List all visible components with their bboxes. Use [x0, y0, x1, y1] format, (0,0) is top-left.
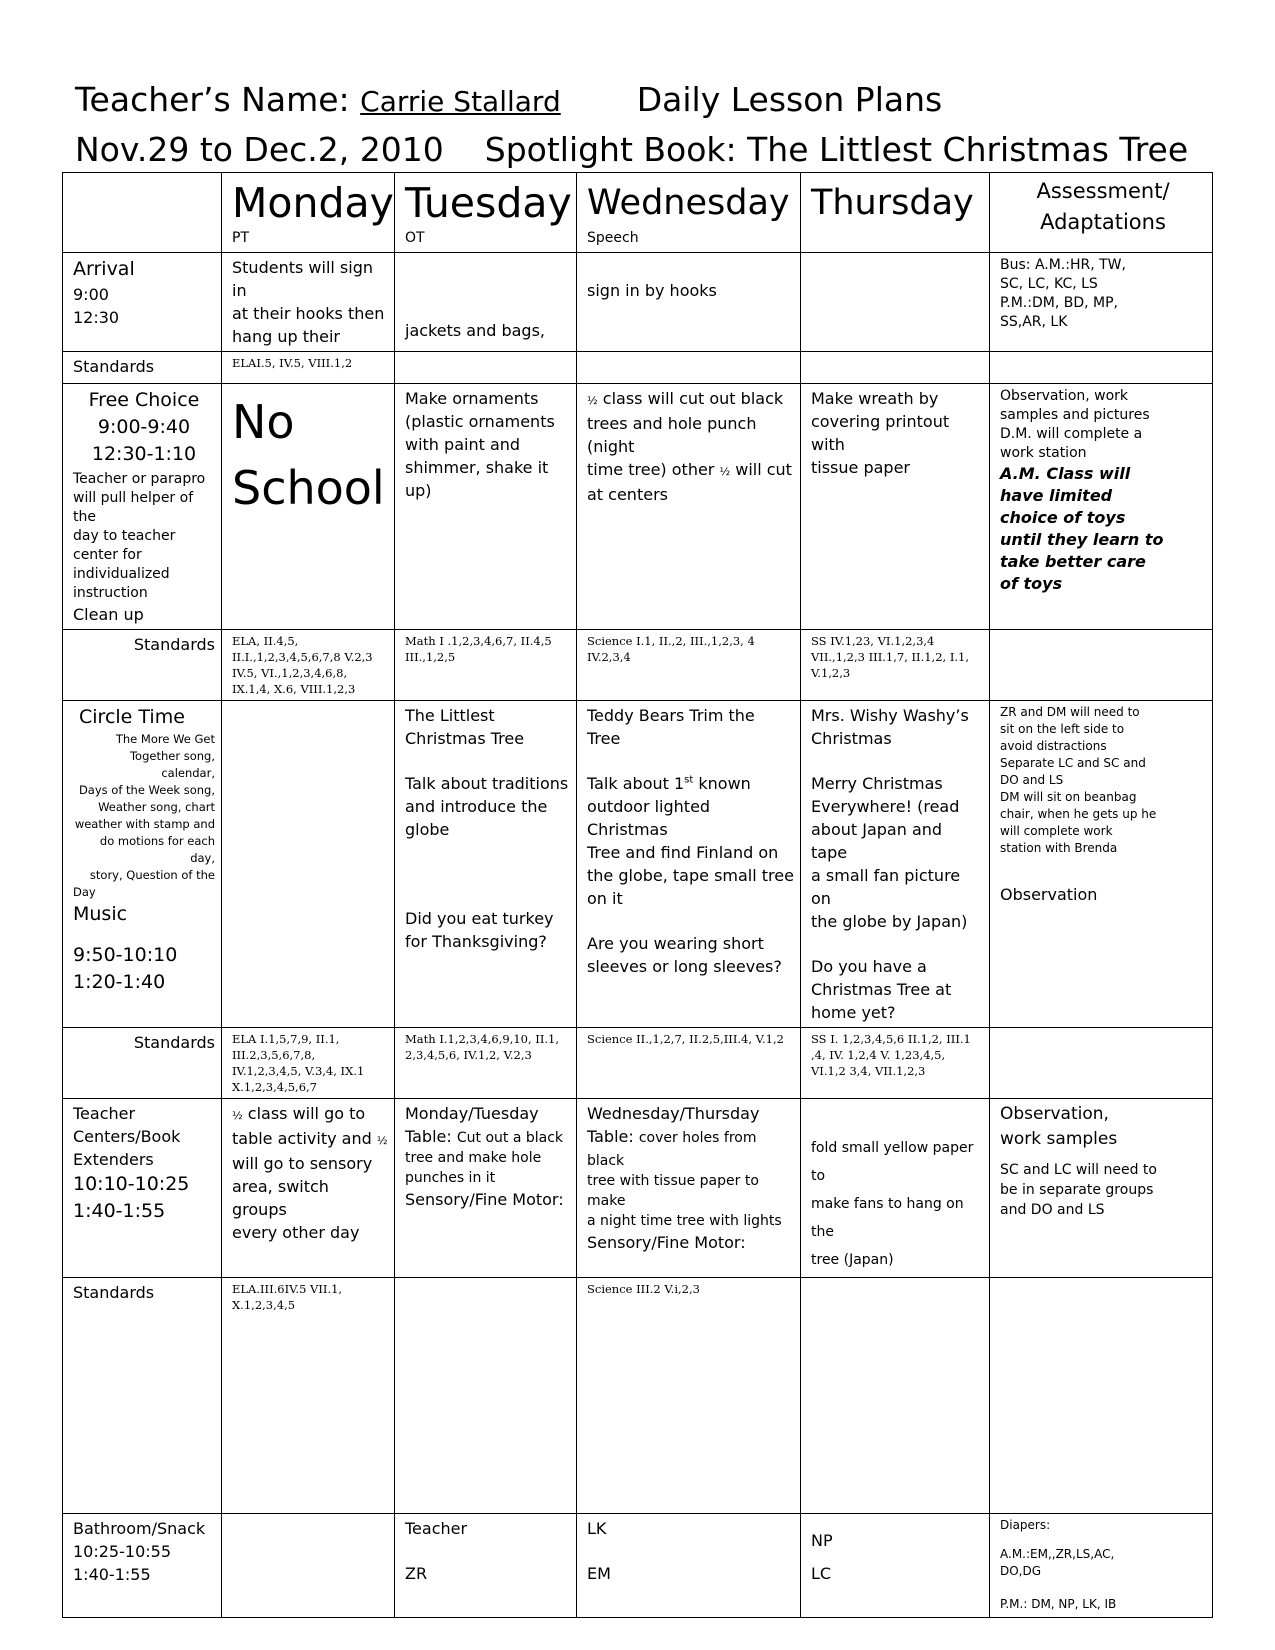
text-line: samples and pictures: [1000, 407, 1150, 423]
text-span: Table:: [587, 1127, 634, 1146]
standards-label-cell: [63, 630, 222, 701]
arrival-label: Arrival: [73, 258, 135, 280]
text-line: globe: [405, 820, 450, 839]
text-line: on it: [587, 889, 623, 908]
standards-text: IX.1,4, X.6, VIII.1,2,3: [232, 682, 356, 696]
text-line: Diapers:: [1000, 1518, 1051, 1532]
circle-standards-wednesday: [577, 1028, 801, 1099]
arrival-row: [63, 253, 1213, 352]
text-line: Teacher or parapro: [73, 471, 206, 487]
standards-text: Math I .1,2,3,4,6,7, II.4,5: [405, 634, 552, 648]
empty-cell: [990, 630, 1213, 701]
circle-time-2: 1:20-1:40: [73, 971, 166, 993]
standards-text: X.1,2,3,4,5,6,7: [232, 1080, 317, 1094]
text-line: area, switch groups: [232, 1177, 329, 1219]
free-choice-time-1: 9:00-9:40: [97, 416, 191, 438]
text-line: Observation: [1000, 885, 1098, 904]
text-line: P.M.:DM, BD, MP,: [1000, 295, 1118, 311]
text-line: SS,AR, LK: [1000, 314, 1068, 330]
tuesday-heading: Tuesday: [405, 179, 572, 227]
text-line: Merry Christmas: [811, 774, 943, 793]
clean-up-label: Clean up: [73, 605, 144, 624]
text-line: A.M.:EM,,ZR,LS,AC,: [1000, 1547, 1115, 1561]
monday-sub: PT: [232, 230, 249, 246]
circle-time-wednesday: [577, 701, 801, 1028]
text-line: The Littlest: [405, 706, 495, 725]
text-line: LK: [587, 1519, 607, 1538]
wednesday-heading: Wednesday: [587, 183, 790, 223]
free-choice-assessment: [990, 384, 1213, 630]
text-line: will complete work: [1000, 824, 1113, 838]
standards-label-cell: [63, 1278, 222, 1514]
text-line: Observation, work: [1000, 388, 1129, 404]
superscript: st: [684, 774, 694, 786]
text-line: ZR: [405, 1564, 428, 1583]
text-line: LC: [811, 1564, 832, 1583]
header-line-2: [75, 130, 1188, 169]
text-line: be in separate groups: [1000, 1182, 1154, 1198]
no-school-line-2: School: [232, 461, 385, 515]
text-line: Extenders: [73, 1150, 154, 1169]
centers-standards-monday: [222, 1278, 395, 1514]
music-label: Music: [73, 903, 128, 925]
text-line: for Thanksgiving?: [405, 932, 547, 951]
text-line: and introduce the: [405, 797, 548, 816]
text-line: at centers: [587, 485, 668, 504]
text-span: will cut: [735, 460, 792, 479]
text-line: individualized: [73, 566, 170, 582]
page-title: Daily Lesson Plans: [636, 80, 943, 119]
col-wednesday: [577, 173, 801, 253]
text-line: Christmas Tree: [405, 729, 525, 748]
centers-wednesday: [577, 1099, 801, 1278]
lesson-plan-table: [62, 172, 1213, 1618]
text-line: jackets and bags,: [405, 321, 546, 340]
text-line: weather with stamp and: [74, 817, 215, 831]
empty-cell: [395, 352, 577, 384]
standards-text: III.,1,2,5: [405, 650, 456, 664]
bathroom-label: Bathroom/Snack: [73, 1519, 206, 1538]
text-line: P.M.: DM, NP, LK, IB: [1000, 1597, 1117, 1611]
text-line: Bus: A.M.:HR, TW,: [1000, 257, 1126, 273]
standards-label: Standards: [73, 357, 155, 376]
text-line: work station: [1000, 445, 1087, 461]
text-line: covering printout with: [811, 412, 950, 454]
standards-text: 2,3,4,5,6, IV.1,2, V.2,3: [405, 1048, 532, 1062]
standards-text: ,4, IV. 1,2,4 V. 1,23,4,5,: [811, 1048, 946, 1062]
teacher-label: Teacher’s Name:: [75, 80, 350, 119]
standards-text: Science II.,1,2,7, II.2,5,III.4, V.1,2: [587, 1032, 784, 1046]
col-tuesday: [395, 173, 577, 253]
text-line: chair, when he gets up he: [1000, 807, 1157, 821]
centers-standards-row: [63, 1278, 1213, 1514]
text-line: work samples: [1000, 1129, 1118, 1149]
text-span: class will cut out black: [602, 389, 784, 408]
text-line: center for: [73, 547, 142, 563]
bathroom-thursday: [801, 1514, 990, 1618]
circle-time-assessment: [990, 701, 1213, 1028]
no-school-line-1: No: [232, 395, 295, 449]
text-line: [587, 458, 794, 483]
standards-text: ELA.III.6IV.5 VII.1,: [232, 1282, 343, 1296]
text-line: tree with tissue paper to make: [587, 1173, 759, 1209]
text-line: outdoor lighted Christmas: [587, 797, 711, 839]
text-line: station with Brenda: [1000, 841, 1118, 855]
monday-heading: Monday: [232, 179, 394, 227]
assessment-heading-1: Assessment/: [1036, 179, 1170, 203]
text-line: (plastic ornaments: [405, 412, 555, 431]
text-line: day to teacher: [73, 528, 176, 544]
circle-standards-monday: [222, 1028, 395, 1099]
standards-text: SS IV.1,23, VI.1,2,3,4: [811, 634, 935, 648]
standards-text: ELAI.5, IV.5, VIII.1,2: [232, 356, 353, 370]
text-line: take better care: [1000, 552, 1146, 571]
text-line: SC and LC will need to: [1000, 1162, 1157, 1178]
circle-time-label: Circle Time: [79, 706, 185, 728]
text-line: Teacher: [405, 1519, 468, 1538]
centers-time-2: 1:40-1:55: [73, 1200, 166, 1222]
text-line: choice of toys: [1000, 508, 1126, 527]
text-line: sign in by hooks: [587, 281, 717, 300]
text-line: Everywhere! (read: [811, 797, 960, 816]
text-line: EM: [587, 1564, 611, 1583]
standards-text: V.1,2,3: [811, 666, 851, 680]
empty-cell: [395, 1278, 577, 1514]
text-span: Table:: [405, 1127, 452, 1146]
arrival-standards-monday: [222, 352, 395, 384]
standards-text: IV.5, VI.,1,2,3,4,6,8,: [232, 666, 348, 680]
text-line: at their hooks then: [232, 304, 385, 323]
standards-text: ELA I.1,5,7,9, II.1,: [232, 1032, 340, 1046]
text-line: [232, 1127, 388, 1152]
text-line: Together song, calendar,: [129, 749, 215, 780]
centers-row: [63, 1099, 1213, 1278]
centers-thursday: [801, 1099, 990, 1278]
text-line: home yet?: [811, 1003, 896, 1022]
text-line: fold small yellow paper to: [811, 1140, 974, 1184]
text-line: a night time tree with lights: [587, 1213, 782, 1229]
standards-text: VII.,1,2,3 III.1,7, II.1,2, I.1,: [811, 650, 970, 664]
text-span: known: [693, 774, 751, 793]
text-line: every other day: [232, 1223, 360, 1242]
free-choice-label: Free Choice: [88, 389, 200, 411]
text-span: class will go to: [247, 1104, 366, 1123]
free-choice-row: [63, 384, 1213, 630]
standards-text: Science III.2 V.i,2,3: [587, 1282, 700, 1296]
circle-time-row: [63, 701, 1213, 1028]
centers-monday: [222, 1099, 395, 1278]
text-line: Make ornaments: [405, 389, 539, 408]
text-line: NP: [811, 1531, 833, 1550]
circle-time-1: 9:50-10:10: [73, 944, 178, 966]
half-fraction: ½: [376, 1134, 388, 1147]
text-line: Sensory/Fine Motor:: [405, 1190, 564, 1209]
text-line: and DO and LS: [1000, 1202, 1105, 1218]
standards-label: Standards: [133, 1033, 215, 1052]
text-line: A.M. Class will: [1000, 464, 1131, 483]
standards-text: III.2,3,5,6,7,8,: [232, 1048, 316, 1062]
standards-text: IV.2,3,4: [587, 650, 631, 664]
centers-tuesday: [395, 1099, 577, 1278]
circle-time-thursday: [801, 701, 990, 1028]
spotlight-book: Spotlight Book: The Littlest Christmas Tree: [484, 130, 1189, 169]
text-line: DO,DG: [1000, 1564, 1042, 1578]
text-line: Observation,: [1000, 1104, 1109, 1124]
text-line: Days of the Week song,: [78, 783, 215, 797]
text-line: [232, 1102, 388, 1127]
text-line: a small fan picture on: [811, 866, 961, 908]
bathroom-wednesday: [577, 1514, 801, 1618]
text-line: Students will sign in: [232, 258, 373, 300]
text-line: Tree: [587, 729, 621, 748]
free-choice-monday: [222, 384, 395, 630]
text-line: do motions for each day,: [99, 834, 215, 865]
text-line: make fans to hang on the: [811, 1196, 964, 1240]
standards-text: IV.1,2,3,4,5, V.3,4, IX.1: [232, 1064, 365, 1078]
arrival-monday: [222, 253, 395, 352]
free-choice-standards-tuesday: [395, 630, 577, 701]
bathroom-tuesday: [395, 1514, 577, 1618]
date-range: Nov.29 to Dec.2, 2010: [75, 130, 444, 169]
text-span: table activity and: [232, 1129, 372, 1148]
empty-cell: [577, 352, 801, 384]
text-line: will pull helper of the: [73, 490, 194, 525]
standards-text: Math I.1,2,3,4,6,9,10, II.1,: [405, 1032, 560, 1046]
arrival-tuesday: [395, 253, 577, 352]
text-line: Do you have a: [811, 957, 927, 976]
text-span: Cut out a black: [456, 1130, 564, 1146]
col-assessment: [990, 173, 1213, 253]
empty-cell: [990, 1278, 1213, 1514]
text-line: hang up their: [232, 327, 340, 346]
standards-text: Science I.1, II.,2, III.,1,2,3, 4: [587, 634, 755, 648]
col-thursday: [801, 173, 990, 253]
bathroom-label-cell: [63, 1514, 222, 1618]
text-line: Are you wearing short: [587, 934, 764, 953]
arrival-standards-row: [63, 352, 1213, 384]
arrival-wednesday: [577, 253, 801, 352]
text-line: The More We Get: [115, 732, 215, 746]
text-line: ZR and DM will need to: [1000, 705, 1140, 719]
arrival-time-2: 12:30: [73, 308, 120, 327]
assessment-heading-2: Adaptations: [1040, 210, 1166, 234]
circle-time-tuesday: [395, 701, 577, 1028]
bathroom-time-1: 10:25-10:55: [73, 1542, 171, 1561]
standards-text: II.I.,1,2,3,4,5,6,7,8 V.2,3: [232, 650, 373, 664]
centers-time-1: 10:10-10:25: [73, 1173, 190, 1195]
thursday-heading: Thursday: [811, 183, 974, 223]
circle-standards-thursday: [801, 1028, 990, 1099]
text-line: story, Question of the: [89, 868, 215, 882]
corner-cell: [63, 173, 222, 253]
half-fraction: ½: [719, 465, 731, 478]
bathroom-assessment: [990, 1514, 1213, 1618]
text-line: D.M. will complete a: [1000, 426, 1143, 442]
free-choice-standards-monday: [222, 630, 395, 701]
empty-cell: [990, 1028, 1213, 1099]
text-line: instruction: [73, 585, 148, 601]
text-line: avoid distractions: [1000, 739, 1107, 753]
text-line: Tree and find Finland on: [587, 843, 779, 862]
text-line: Wednesday/Thursday: [587, 1104, 760, 1123]
tuesday-sub: OT: [405, 230, 425, 246]
text-line: Teddy Bears Trim the: [587, 706, 755, 725]
text-line: have limited: [1000, 486, 1113, 505]
bathroom-row: [63, 1514, 1213, 1618]
free-choice-standards-wednesday: [577, 630, 801, 701]
text-line: [587, 1125, 794, 1171]
arrival-assessment: [990, 253, 1213, 352]
text-line: DM will sit on beanbag: [1000, 790, 1137, 804]
free-choice-wednesday: [577, 384, 801, 630]
text-line: DO and LS: [1000, 773, 1064, 787]
text-line: the globe, tape small tree: [587, 866, 794, 885]
free-choice-time-2: 12:30-1:10: [91, 443, 197, 465]
free-choice-standards-thursday: [801, 630, 990, 701]
text-line: [587, 387, 794, 412]
standards-label-cell: [63, 1028, 222, 1099]
text-line: Weather song, chart: [98, 800, 215, 814]
free-choice-label-cell: [63, 384, 222, 630]
bathroom-time-2: 1:40-1:55: [73, 1565, 151, 1584]
text-line: Mrs. Wishy Washy’s: [811, 706, 969, 725]
header-line-1: [75, 80, 942, 119]
text-line: will go to sensory: [232, 1154, 373, 1173]
text-line: Teacher: [73, 1104, 136, 1123]
empty-cell: [801, 1278, 990, 1514]
free-choice-thursday: [801, 384, 990, 630]
text-line: Make wreath by: [811, 389, 939, 408]
text-line: until they learn to: [1000, 530, 1164, 549]
text-line: [587, 772, 794, 795]
text-line: tree (Japan): [811, 1252, 894, 1268]
text-line: tree and make hole: [405, 1150, 542, 1166]
free-choice-standards-row: [63, 630, 1213, 701]
half-fraction: ½: [587, 394, 598, 407]
centers-label-cell: [63, 1099, 222, 1278]
empty-cell: [801, 352, 990, 384]
text-line: Separate LC and SC and: [1000, 756, 1146, 770]
text-line: Christmas Tree at: [811, 980, 952, 999]
text-line: of toys: [1000, 574, 1063, 593]
text-line: punches in it: [405, 1170, 496, 1186]
empty-cell: [222, 1514, 395, 1618]
arrival-time-1: 9:00: [73, 285, 109, 304]
arrival-label-cell: [63, 253, 222, 352]
circle-standards-row: [63, 1028, 1213, 1099]
circle-time-label-cell: [63, 701, 222, 1028]
standards-text: X.1,2,3,4,5: [232, 1298, 296, 1312]
half-fraction: ½: [232, 1109, 243, 1122]
text-line: shimmer, shake it up): [405, 458, 549, 500]
text-line: Monday/Tuesday: [405, 1104, 539, 1123]
empty-cell: [990, 352, 1213, 384]
text-line: trees and hole punch (night: [587, 414, 757, 456]
text-line: Talk about traditions: [405, 774, 569, 793]
standards-text: VI.1,2 3,4, VII.1,2,3: [811, 1064, 926, 1078]
text-line: tissue paper: [811, 458, 910, 477]
text-span: Talk about 1: [587, 774, 685, 793]
empty-cell: [222, 701, 395, 1028]
standards-label: Standards: [73, 1283, 155, 1302]
centers-standards-wednesday: [577, 1278, 801, 1514]
text-line: about Japan and tape: [811, 820, 943, 862]
standards-text: SS I. 1,2,3,4,5,6 II.1,2, III.1: [811, 1032, 971, 1046]
text-line: Sensory/Fine Motor:: [587, 1233, 746, 1252]
text-line: Centers/Book: [73, 1127, 181, 1146]
wednesday-sub: Speech: [587, 230, 639, 246]
text-line: [405, 1125, 570, 1148]
table-header-row: [63, 173, 1213, 253]
text-line: the globe by Japan): [811, 912, 968, 931]
text-line: Christmas: [811, 729, 892, 748]
text-span: time tree) other: [587, 460, 715, 479]
text-line: sleeves or long sleeves?: [587, 957, 782, 976]
centers-assessment: [990, 1099, 1213, 1278]
text-line: sit on the left side to: [1000, 722, 1125, 736]
text-line: Did you eat turkey: [405, 909, 554, 928]
arrival-thursday: [801, 253, 990, 352]
standards-text: ELA, II.4,5,: [232, 634, 299, 648]
text-line: SC, LC, KC, LS: [1000, 276, 1098, 292]
standards-label: Standards: [133, 635, 215, 654]
free-choice-tuesday: [395, 384, 577, 630]
text-line: Day: [73, 885, 96, 899]
standards-label-cell: [63, 352, 222, 384]
circle-standards-tuesday: [395, 1028, 577, 1099]
text-span: cover holes from black: [587, 1130, 757, 1169]
teacher-name: Carrie Stallard: [360, 85, 561, 118]
text-line: with paint and: [405, 435, 521, 454]
col-monday: [222, 173, 395, 253]
